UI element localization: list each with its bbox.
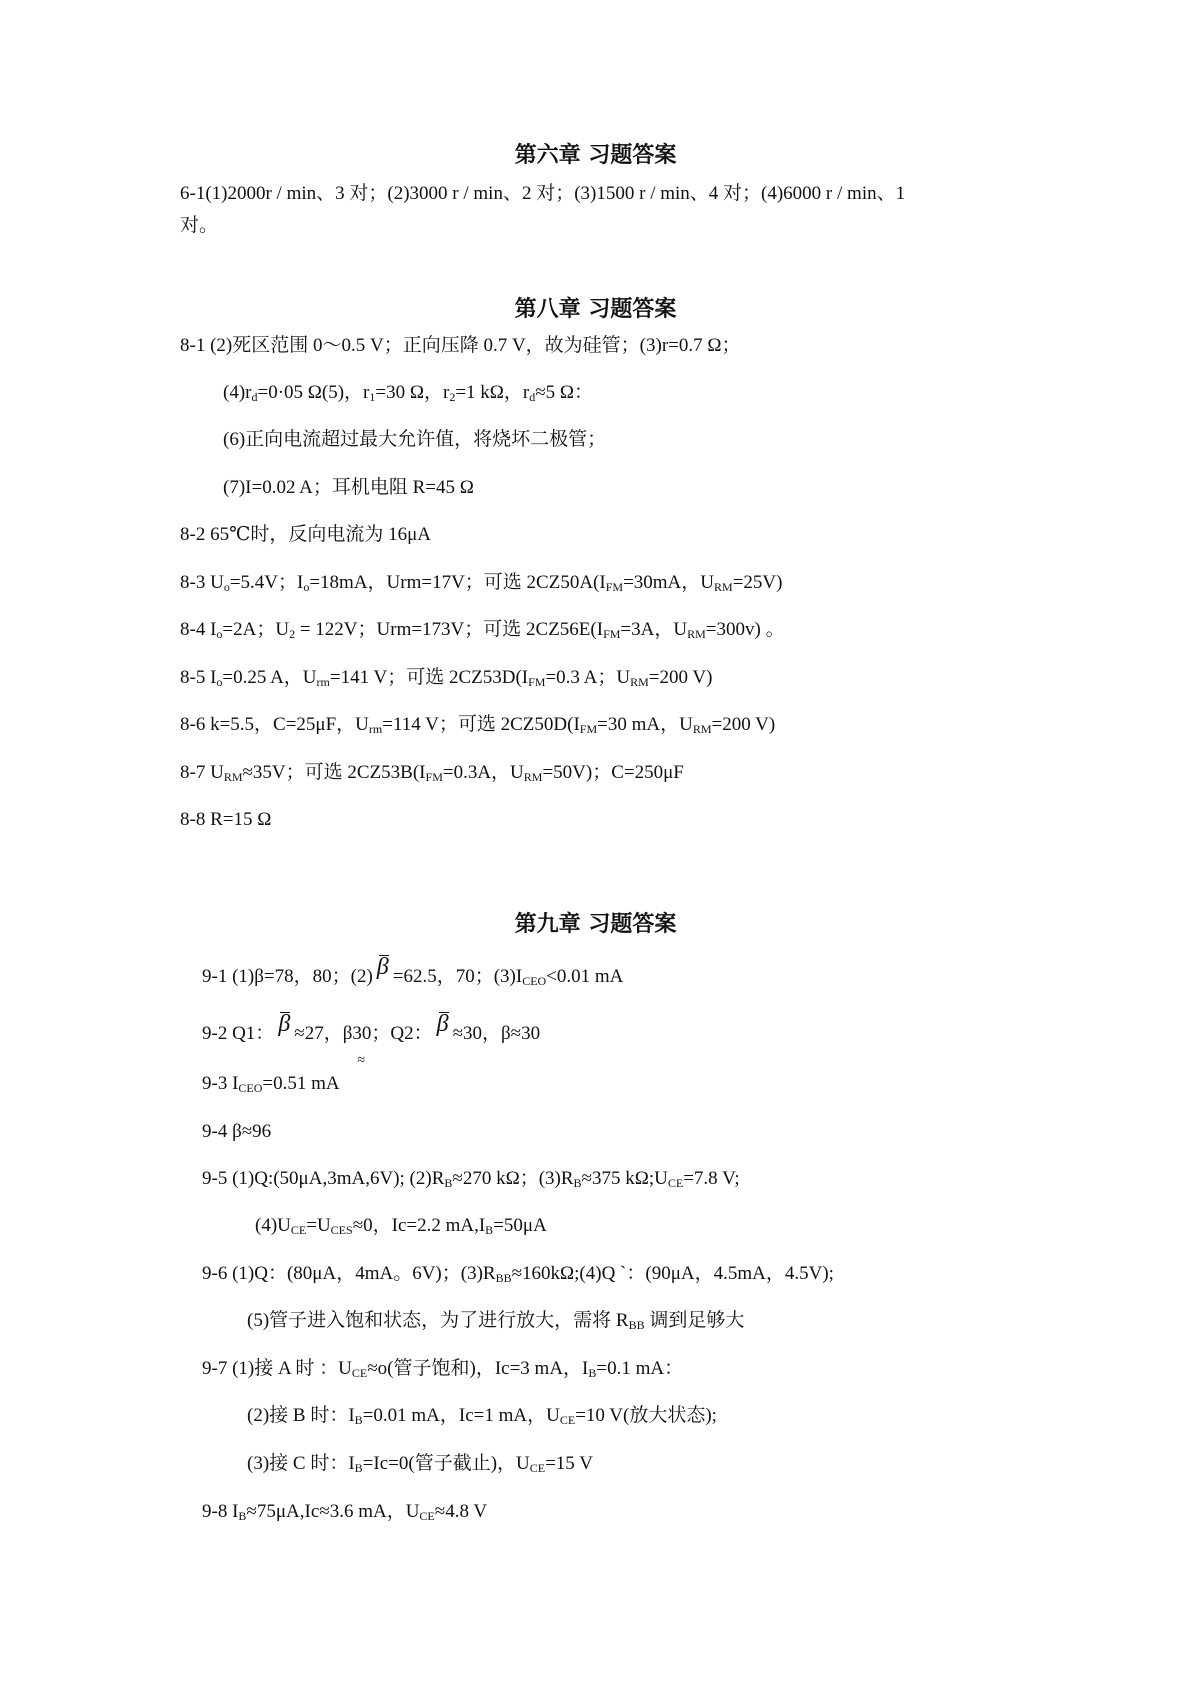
answer-8-3: 8-3 $U_o=5.4V$；$I_o=18mA$，Urm=17V；可选 $2CZ50A(I_{FM}=30mA$，$U_{RM}=25V$) (180, 572, 783, 594)
answer-9-4: 9-4 β≈96 (202, 1121, 272, 1142)
chapter9-title: 第九章 习题答案 (514, 912, 677, 937)
answer-6-1: 6-1(1)2000r / min、3 对；(2)3000 r / min、2 对；(3)1500 r / min、4 对；(4)6000 r / min、1 (180, 183, 906, 204)
answer-9-1: 9-1 (1)β=78，80；(2) β =62.5，70；$(3)I_{CEO}<0.01$ mA (202, 954, 624, 988)
answer-9-7: 9-7 (1)接 A 时 ：$U_{CE}\approx o$(管子饱和)，Ic=3 mA，$I_B=0.1$ mA： (202, 1358, 684, 1380)
answer-9-5: 9-5 (1)Q:(50μA,3mA,6V); $(2)R_B\approx 270$ kΩ；$(3)R_B\approx 375$ $k\Omega;U_{CE}=7.8$ V; (202, 1168, 740, 1190)
beta-bar-symbol: β (436, 1011, 449, 1037)
answer-8-1-part6: (6)正向电流超过最大允许值，将烧坏二极管； (223, 429, 607, 450)
chapter8-title: 第八章 习题答案 (514, 297, 677, 322)
answer-9-6-part5: (5)管子进入饱和状态，为了进行放大，需将 $R_{BB}$ 调到足够大 (247, 1310, 745, 1332)
answer-9-6: 9-6 (1)Q：(80μA，4mA。6V)；$(3)R_{BB}\approx 160k\Omega;(4)Q$ `：(90μA，4.5mA，4.5V); (202, 1263, 834, 1285)
answer-6-1-cont: 对。 (180, 215, 219, 236)
answer-8-8: 8-8 R=15 Ω (180, 809, 272, 830)
answer-9-3: 9-3 $I_{CEO}=0.51$ mA (202, 1073, 340, 1095)
answer-9-8: 9-8 $I_B\approx 75\mu A,Ic\approx 3.6$ mA，$U_{CE}\approx 4.8$ V (202, 1501, 488, 1523)
answer-8-7: 8-7 $U_{RM}\approx 35V$；可选 $2CZ53B(I_{FM}=0.3A$，$U_{RM}=50V$)；C=250μF (180, 762, 684, 784)
beta-bar-symbol: β (278, 1011, 291, 1037)
answer-8-4: 8-4 $I_o=2A$；$U_2 = 122V$；Urm=173V；可选 $2CZ56E(I_{FM}=3A$，$U_{RM}=300v$) 。 (180, 619, 785, 641)
answer-9-7-part3: (3)接 C 时：$I_B=Ic=0$(管子截止)，$U_{CE}=15$ V (247, 1453, 593, 1475)
answer-8-1: 8-1 (2)死区范围 0～0.5 V；正向压降 0.7 V，故为硅管；(3)r=0.7 Ω； (180, 335, 741, 356)
answer-8-1-part4: $(4)r_d=0\cdot 05$ Ω(5)，$r_1=30$ Ω，$r_2=1$ kΩ，$r_d\approx 5$ Ω： (223, 382, 594, 404)
answer-9-5-part4: $(4)U_{CE}=U_{CES}\approx 0$，Ic=2.2 $mA,I_B=50\mu A$ (255, 1215, 547, 1237)
answer-8-5: 8-5 $I_o=0.25$ A，$U_{rm}=141$ V；可选 $2CZ53D(I_{FM}=0.3$ A；$U_{RM}=200$ V) (180, 667, 713, 689)
chapter6-title: 第六章 习题答案 (514, 143, 677, 168)
answer-9-7-part2: (2)接 B 时：$I_B=0.01$ mA，Ic=1 mA，$U_{CE}=10$ V(放大状态); (247, 1405, 717, 1427)
answer-9-2: 9-2 Q1： β ≈27，β ≈ 30；Q2： β ≈30，β≈30 (202, 1011, 541, 1068)
answer-8-6: 8-6 k=5.5，C=25μF，$U_{rm}=114$ V；可选 $2CZ50D(I_{FM}=30$ mA，$U_{RM}=200$ V) (180, 714, 776, 736)
answer-8-1-part7: (7)I=0.02 A；耳机电阻 R=45 Ω (223, 477, 474, 498)
beta-bar-symbol: β (376, 954, 389, 980)
answer-8-2: 8-2 65℃时，反向电流为 16μA (180, 524, 431, 545)
